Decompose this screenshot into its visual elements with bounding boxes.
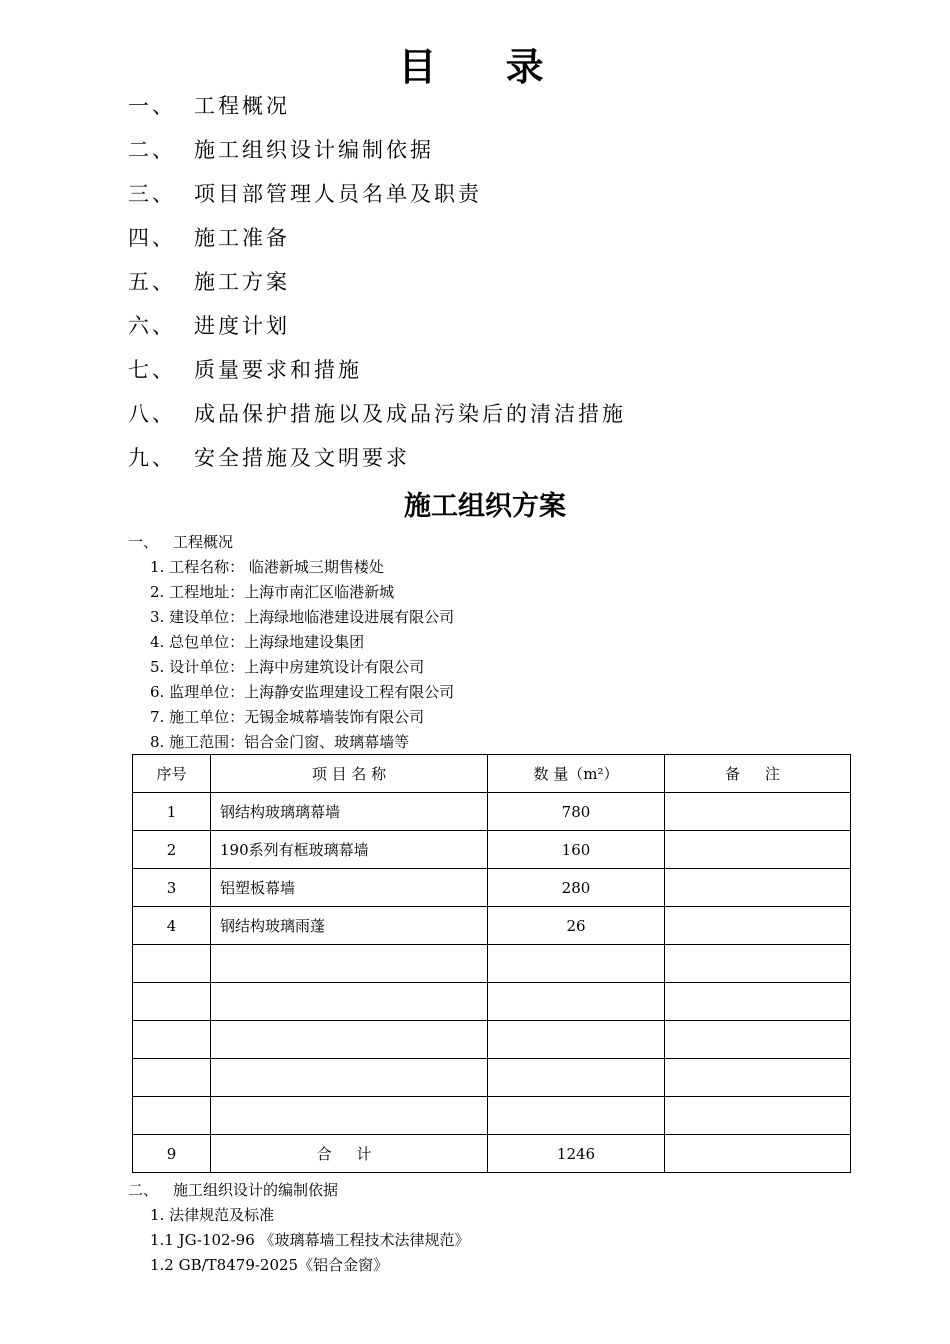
cell-name [211, 1059, 488, 1097]
cell-quantity [488, 1059, 665, 1097]
cell-name [211, 1021, 488, 1059]
section-heading [128, 530, 454, 555]
header-cell-note: 备 注 [665, 755, 851, 793]
section-overview [128, 530, 454, 755]
cell-name [211, 1097, 488, 1135]
cell-quantity [488, 1021, 665, 1059]
toc-item [128, 128, 626, 172]
cell-number: 2 [133, 831, 211, 869]
overview-item: 2. 工程地址：上海市南汇区临港新城 [150, 583, 395, 601]
toc-item-label: 项目部管理人员名单及职责 [194, 182, 482, 206]
section-heading [128, 1178, 470, 1203]
header-cell-name: 项 目 名 称 [211, 755, 488, 793]
cell-number [133, 1021, 211, 1059]
cell-quantity [488, 983, 665, 1021]
cell-name [211, 983, 488, 1021]
total-label: 合 计 [211, 1135, 488, 1173]
toc-item-number: 六、 [128, 314, 176, 338]
cell-note [665, 1021, 851, 1059]
cell-number [133, 945, 211, 983]
table-total-row [133, 1135, 851, 1173]
plan-title: 施工组织方案 [404, 491, 566, 522]
cell-name: 钢结构玻璃璃幕墙 [211, 793, 488, 831]
toc-item [128, 216, 626, 260]
toc-item-label: 成品保护措施以及成品污染后的清洁措施 [194, 402, 626, 426]
toc-item-number: 三、 [128, 182, 176, 206]
table-row [133, 1059, 851, 1097]
table-row [133, 793, 851, 831]
toc-list [128, 84, 626, 480]
toc-item-number: 一、 [128, 94, 176, 118]
toc-item-label: 进度计划 [194, 314, 290, 338]
cell-note [665, 1097, 851, 1135]
section-number: 一、 [128, 533, 159, 551]
table-header-row [133, 755, 851, 793]
cell-name: 钢结构玻璃雨蓬 [211, 907, 488, 945]
cell-note [665, 1135, 851, 1173]
toc-title: 目 录 [398, 45, 572, 89]
table-row [133, 983, 851, 1021]
cell-quantity [488, 1097, 665, 1135]
toc-item [128, 172, 626, 216]
cell-quantity: 160 [488, 831, 665, 869]
toc-item-label: 施工准备 [194, 226, 290, 250]
basis-item: 1. 法律规范及标准 [150, 1206, 275, 1224]
toc-item [128, 436, 626, 480]
cell-note [665, 831, 851, 869]
toc-item-label: 施工方案 [194, 270, 290, 294]
cell-number [133, 983, 211, 1021]
toc-item-label: 施工组织设计编制依据 [194, 138, 434, 162]
toc-item [128, 392, 626, 436]
total-quantity: 1246 [488, 1135, 665, 1173]
table-row [133, 831, 851, 869]
section-number: 二、 [128, 1181, 159, 1199]
header-cell-quantity: 数 量（m²） [488, 755, 665, 793]
cell-note [665, 793, 851, 831]
toc-item-number: 九、 [128, 446, 176, 470]
table-row [133, 907, 851, 945]
toc-item-label: 安全措施及文明要求 [194, 446, 410, 470]
toc-item-number: 八、 [128, 402, 176, 426]
cell-name: 铝塑板幕墙 [211, 869, 488, 907]
cell-quantity: 26 [488, 907, 665, 945]
quantity-table [132, 754, 851, 1173]
cell-note [665, 907, 851, 945]
basis-item: 1.2 GB/T8479-2025《铝合金窗》 [150, 1256, 389, 1274]
cell-number [133, 1097, 211, 1135]
overview-item: 5. 设计单位：上海中房建筑设计有限公司 [150, 658, 425, 676]
cell-number [133, 1059, 211, 1097]
toc-item-number: 七、 [128, 358, 176, 382]
cell-name [211, 945, 488, 983]
cell-name: 190系列有框玻璃幕墙 [211, 831, 488, 869]
section-heading-text: 施工组织设计的编制依据 [173, 1181, 339, 1199]
overview-item: 3. 建设单位：上海绿地临港建设进展有限公司 [150, 608, 455, 626]
toc-item [128, 348, 626, 392]
table-row [133, 945, 851, 983]
cell-number: 3 [133, 869, 211, 907]
cell-quantity: 280 [488, 869, 665, 907]
overview-item: 4. 总包单位：上海绿地建设集团 [150, 633, 365, 651]
table-row [133, 1097, 851, 1135]
cell-note [665, 869, 851, 907]
toc-item [128, 84, 626, 128]
overview-item: 1. 工程名称： 临港新城三期售楼处 [150, 558, 384, 576]
toc-item-label: 工程概况 [194, 94, 290, 118]
cell-quantity: 780 [488, 793, 665, 831]
toc-item-number: 四、 [128, 226, 176, 250]
table-row [133, 1021, 851, 1059]
cell-number: 1 [133, 793, 211, 831]
overview-item: 6. 监理单位：上海静安监理建设工程有限公司 [150, 683, 455, 701]
section-basis [128, 1178, 470, 1278]
toc-item-label: 质量要求和措施 [194, 358, 362, 382]
cell-note [665, 983, 851, 1021]
overview-item: 7. 施工单位：无锡金城幕墙装饰有限公司 [150, 708, 425, 726]
section-heading-text: 工程概况 [173, 533, 234, 551]
overview-item: 8. 施工范围：铝合金门窗、玻璃幕墙等 [150, 733, 410, 751]
cell-quantity [488, 945, 665, 983]
toc-item-number: 五、 [128, 270, 176, 294]
cell-note [665, 945, 851, 983]
cell-number: 9 [133, 1135, 211, 1173]
cell-note [665, 1059, 851, 1097]
toc-item [128, 304, 626, 348]
toc-item-number: 二、 [128, 138, 176, 162]
table-row [133, 869, 851, 907]
toc-item [128, 260, 626, 304]
cell-number: 4 [133, 907, 211, 945]
basis-item: 1.1 JG-102-96 《玻璃幕墙工程技术法律规范》 [150, 1231, 470, 1249]
header-cell-number: 序号 [133, 755, 211, 793]
